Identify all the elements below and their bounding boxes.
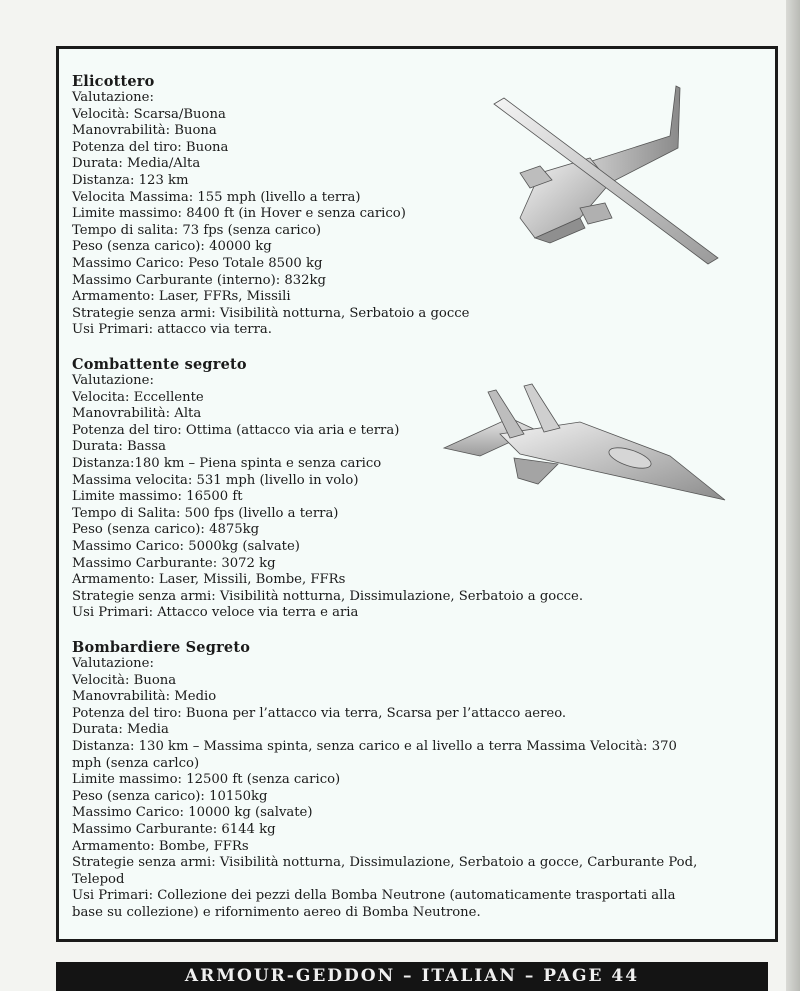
section-title: Elicottero (72, 73, 155, 90)
spec-line: Usi Primari: attacco via terra. (72, 322, 272, 338)
scan-edge (786, 0, 800, 991)
section-title: Combattente segreto (72, 356, 247, 373)
spec-line: Peso (senza carico): 10150kg (72, 788, 268, 804)
spec-line: Massimo Carico: Peso Totale 8500 kg (72, 255, 323, 271)
spec-line: Massimo Carburante: 3072 kg (72, 555, 276, 571)
spec-line: Distanza:180 km – Piena spinta e senza carico (72, 455, 382, 471)
spec-line: Armamento: Bombe, FFRs (72, 838, 249, 854)
spec-line: Velocita: Eccellente (72, 389, 204, 405)
spec-line: Massimo Carico: 5000kg (salvate) (72, 538, 300, 554)
spec-line: Velocità: Buona (72, 672, 177, 688)
helicopter-illustration (480, 78, 730, 278)
spec-line: Velocità: Scarsa/Buona (72, 106, 226, 122)
spec-line: Manovrabilità: Medio (72, 689, 217, 705)
jet-fighter-illustration (440, 378, 730, 518)
spec-line: Potenza del tiro: Buona (72, 139, 229, 155)
spec-line: Durata: Media (72, 722, 169, 738)
page-footer: ARMOUR-GEDDON – ITALIAN – PAGE 44 (56, 962, 768, 991)
spec-line: Massimo Carburante (interno): 832kg (72, 272, 326, 288)
spec-line: Manovrabilità: Alta (72, 406, 202, 422)
spec-line: Massimo Carburante: 6144 kg (72, 821, 276, 837)
spec-line: Telepod (72, 871, 125, 887)
spec-line: Limite massimo: 8400 ft (in Hover e senza carico) (72, 206, 406, 222)
spec-line: Durata: Bassa (72, 439, 166, 455)
spec-line: Potenza del tiro: Ottima (attacco via aria e terra) (72, 422, 400, 438)
spec-line: Peso (senza carico): 4875kg (72, 522, 260, 538)
section-bombardiere-segreto (72, 639, 697, 922)
spec-line: Limite massimo: 16500 ft (72, 489, 243, 505)
spec-line: Usi Primari: Collezione dei pezzi della Bomba Neutrone (automaticamente trasportati alla (72, 888, 676, 904)
spec-line: Distanza: 123 km (72, 172, 189, 188)
spec-line: Potenza del tiro: Buona per l’attacco via terra, Scarsa per l’attacco aereo. (72, 705, 567, 721)
spec-line: Armamento: Laser, FFRs, Missili (72, 289, 291, 305)
spec-line: Valutazione: (72, 656, 154, 671)
spec-line: Strategie senza armi: Visibilità notturna, Dissimulazione, Serbatoio a gocce, Carburante Pod, (72, 855, 698, 871)
spec-line: Strategie senza armi: Visibilità notturna, Dissimulazione, Serbatoio a gocce. (72, 588, 584, 604)
spec-line: Manovrabilità: Buona (72, 123, 217, 139)
spec-line: mph (senza carlco) (72, 755, 200, 771)
spec-line: Strategie senza armi: Visibilità notturna, Serbatoio a gocce (72, 305, 470, 321)
spec-line: Massima velocita: 531 mph (livello in volo) (72, 472, 359, 488)
spec-line: Tempo di Salita: 500 fps (livello a terra) (72, 505, 339, 521)
spec-line: Tempo di salita: 73 fps (senza carico) (72, 222, 322, 238)
spec-line: Limite massimo: 12500 ft (senza carico) (72, 772, 341, 788)
spec-line: Peso (senza carico): 40000 kg (72, 239, 272, 255)
section-title: Bombardiere Segreto (72, 639, 251, 656)
spec-line: Distanza: 130 km – Massima spinta, senza carico e al livello a terra Massima Velocità: 370 (72, 738, 677, 754)
spec-line: base su collezione) e rifornimento aereo di Bomba Neutrone. (72, 904, 481, 920)
spec-line: Massimo Carico: 10000 kg (salvate) (72, 805, 313, 821)
spec-line: Usi Primari: Attacco veloce via terra e aria (72, 605, 359, 621)
spec-line: Valutazione: (72, 373, 154, 388)
spec-line: Velocita Massima: 155 mph (livello a terra) (72, 189, 361, 205)
spec-line: Armamento: Laser, Missili, Bombe, FFRs (72, 572, 346, 588)
spec-line: Valutazione: (72, 90, 154, 105)
section-elicottero (72, 73, 469, 339)
spec-line: Durata: Media/Alta (72, 156, 201, 172)
